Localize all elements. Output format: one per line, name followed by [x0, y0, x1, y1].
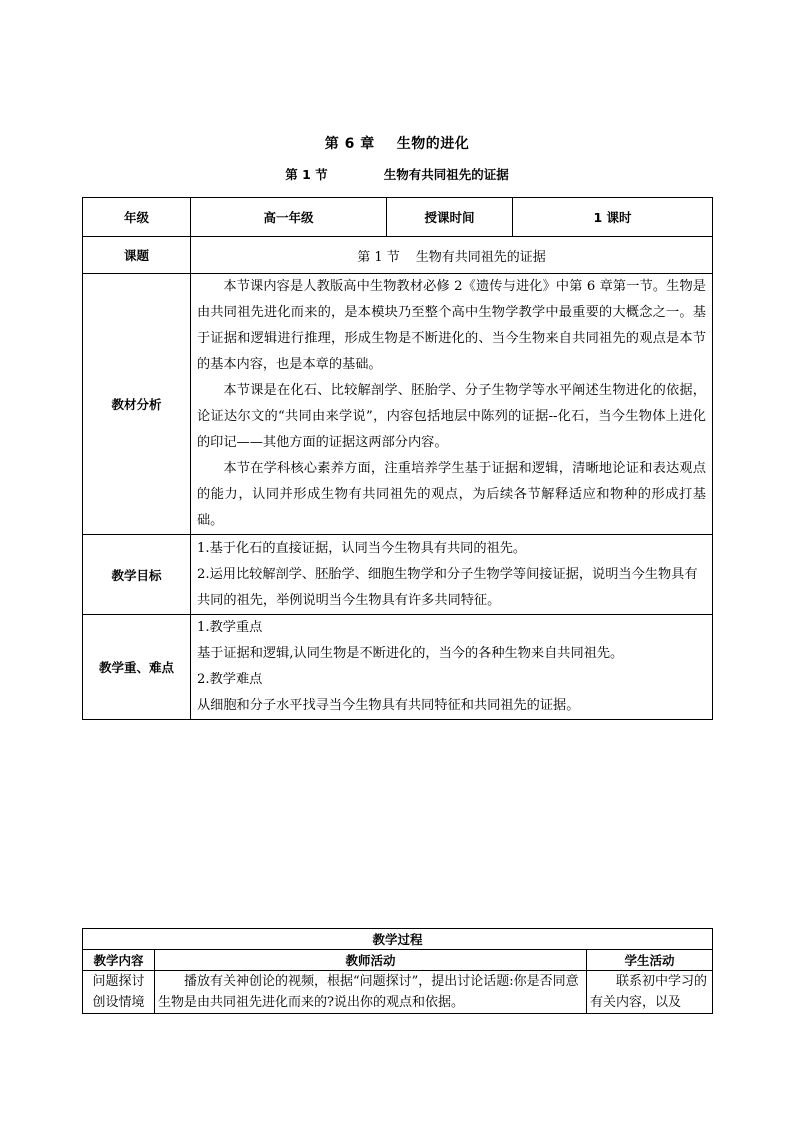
topic-value [191, 237, 713, 274]
grade-value: 高一年级 [191, 198, 387, 237]
chapter-name: 生物的进化 [396, 136, 470, 152]
chapter-number: 第 6 章 [324, 136, 375, 152]
topic-label: 课题 [83, 237, 191, 274]
topic-name: 生物有共同祖先的证据 [415, 249, 546, 265]
analysis-paragraph: 本节课是在化石、比较解剖学、胚胎学、分子生物学等水平阐述生物进化的依据，论证达尔文的“共同由来学说”，内容包括地层中陈列的证据--化石，当今生物体上进化的印记——其他方面的证据这两部分内容。 [197, 383, 706, 450]
topic-number: 第 1 节 [357, 249, 400, 265]
difficulty-text: 从细胞和分子水平找寻当今生物具有共同特征和共同祖先的证据。 [197, 698, 580, 713]
key-content [191, 615, 713, 720]
grade-label: 年级 [83, 198, 191, 237]
section-number: 第 1 节 [285, 167, 328, 182]
analysis-paragraph: 本节在学科核心素养方面，注重培养学生基于证据和逻辑，清晰地论证和表达观点的能力，认同并形成生物有共同祖先的观点，为后续各节解释适应和物种的形成打基础。 [197, 461, 706, 528]
teaching-process-table [82, 928, 713, 1014]
row-content-line: 创设情境 [92, 995, 145, 1010]
key-text: 基于证据和逻辑,认同生物是不断进化的，当今的各种生物来自共同祖先。 [197, 646, 624, 661]
analysis-content [191, 274, 713, 535]
time-label: 授课时间 [387, 198, 513, 237]
goals-content [191, 535, 713, 615]
header-student: 学生活动 [587, 950, 713, 971]
row-student: 联系初中学习的有关内容，以及 [587, 971, 713, 1014]
analysis-label: 教材分析 [83, 274, 191, 535]
header-content: 教学内容 [83, 950, 155, 971]
row-content-line: 问题探讨 [92, 974, 145, 989]
goal-item: 2.运用比较解剖学、胚胎学、细胞生物学和分子生物学等间接证据，说明当今生物具有共同的祖先，举例说明当今生物具有许多共同特征。 [197, 566, 698, 608]
row-teacher: 播放有关神创论的视频，根据“问题探讨”，提出讨论话题:你是否同意生物是由共同祖先进化而来的?说出你的观点和依据。 [155, 971, 587, 1014]
time-value: 1 课时 [513, 198, 713, 237]
section-name: 生物有共同祖先的证据 [383, 167, 509, 182]
key-label: 教学重、难点 [83, 615, 191, 720]
header-teacher: 教师活动 [155, 950, 587, 971]
difficulty-heading: 2.教学难点 [197, 672, 263, 687]
chapter-title [0, 133, 794, 153]
goals-label: 教学目标 [83, 535, 191, 615]
analysis-paragraph: 本节课内容是人教版高中生物教材必修 2《遗传与进化》中第 6 章第一节。生物是由共同祖先进化而来的，是本模块乃至整个高中生物学教学中最重要的大概念之一。基于证据和逻辑进行推理，形成生物是不断进化的、当今生物来自共同祖先的观点是本节的基本内容，也是本章的基础。 [197, 279, 706, 372]
goal-item: 1.基于化石的直接证据，认同当今生物具有共同的祖先。 [197, 540, 527, 556]
lesson-info-table [82, 197, 713, 720]
key-heading: 1.教学重点 [197, 620, 263, 635]
process-title: 教学过程 [83, 929, 713, 950]
section-title [0, 165, 794, 183]
row-content [83, 971, 155, 1014]
